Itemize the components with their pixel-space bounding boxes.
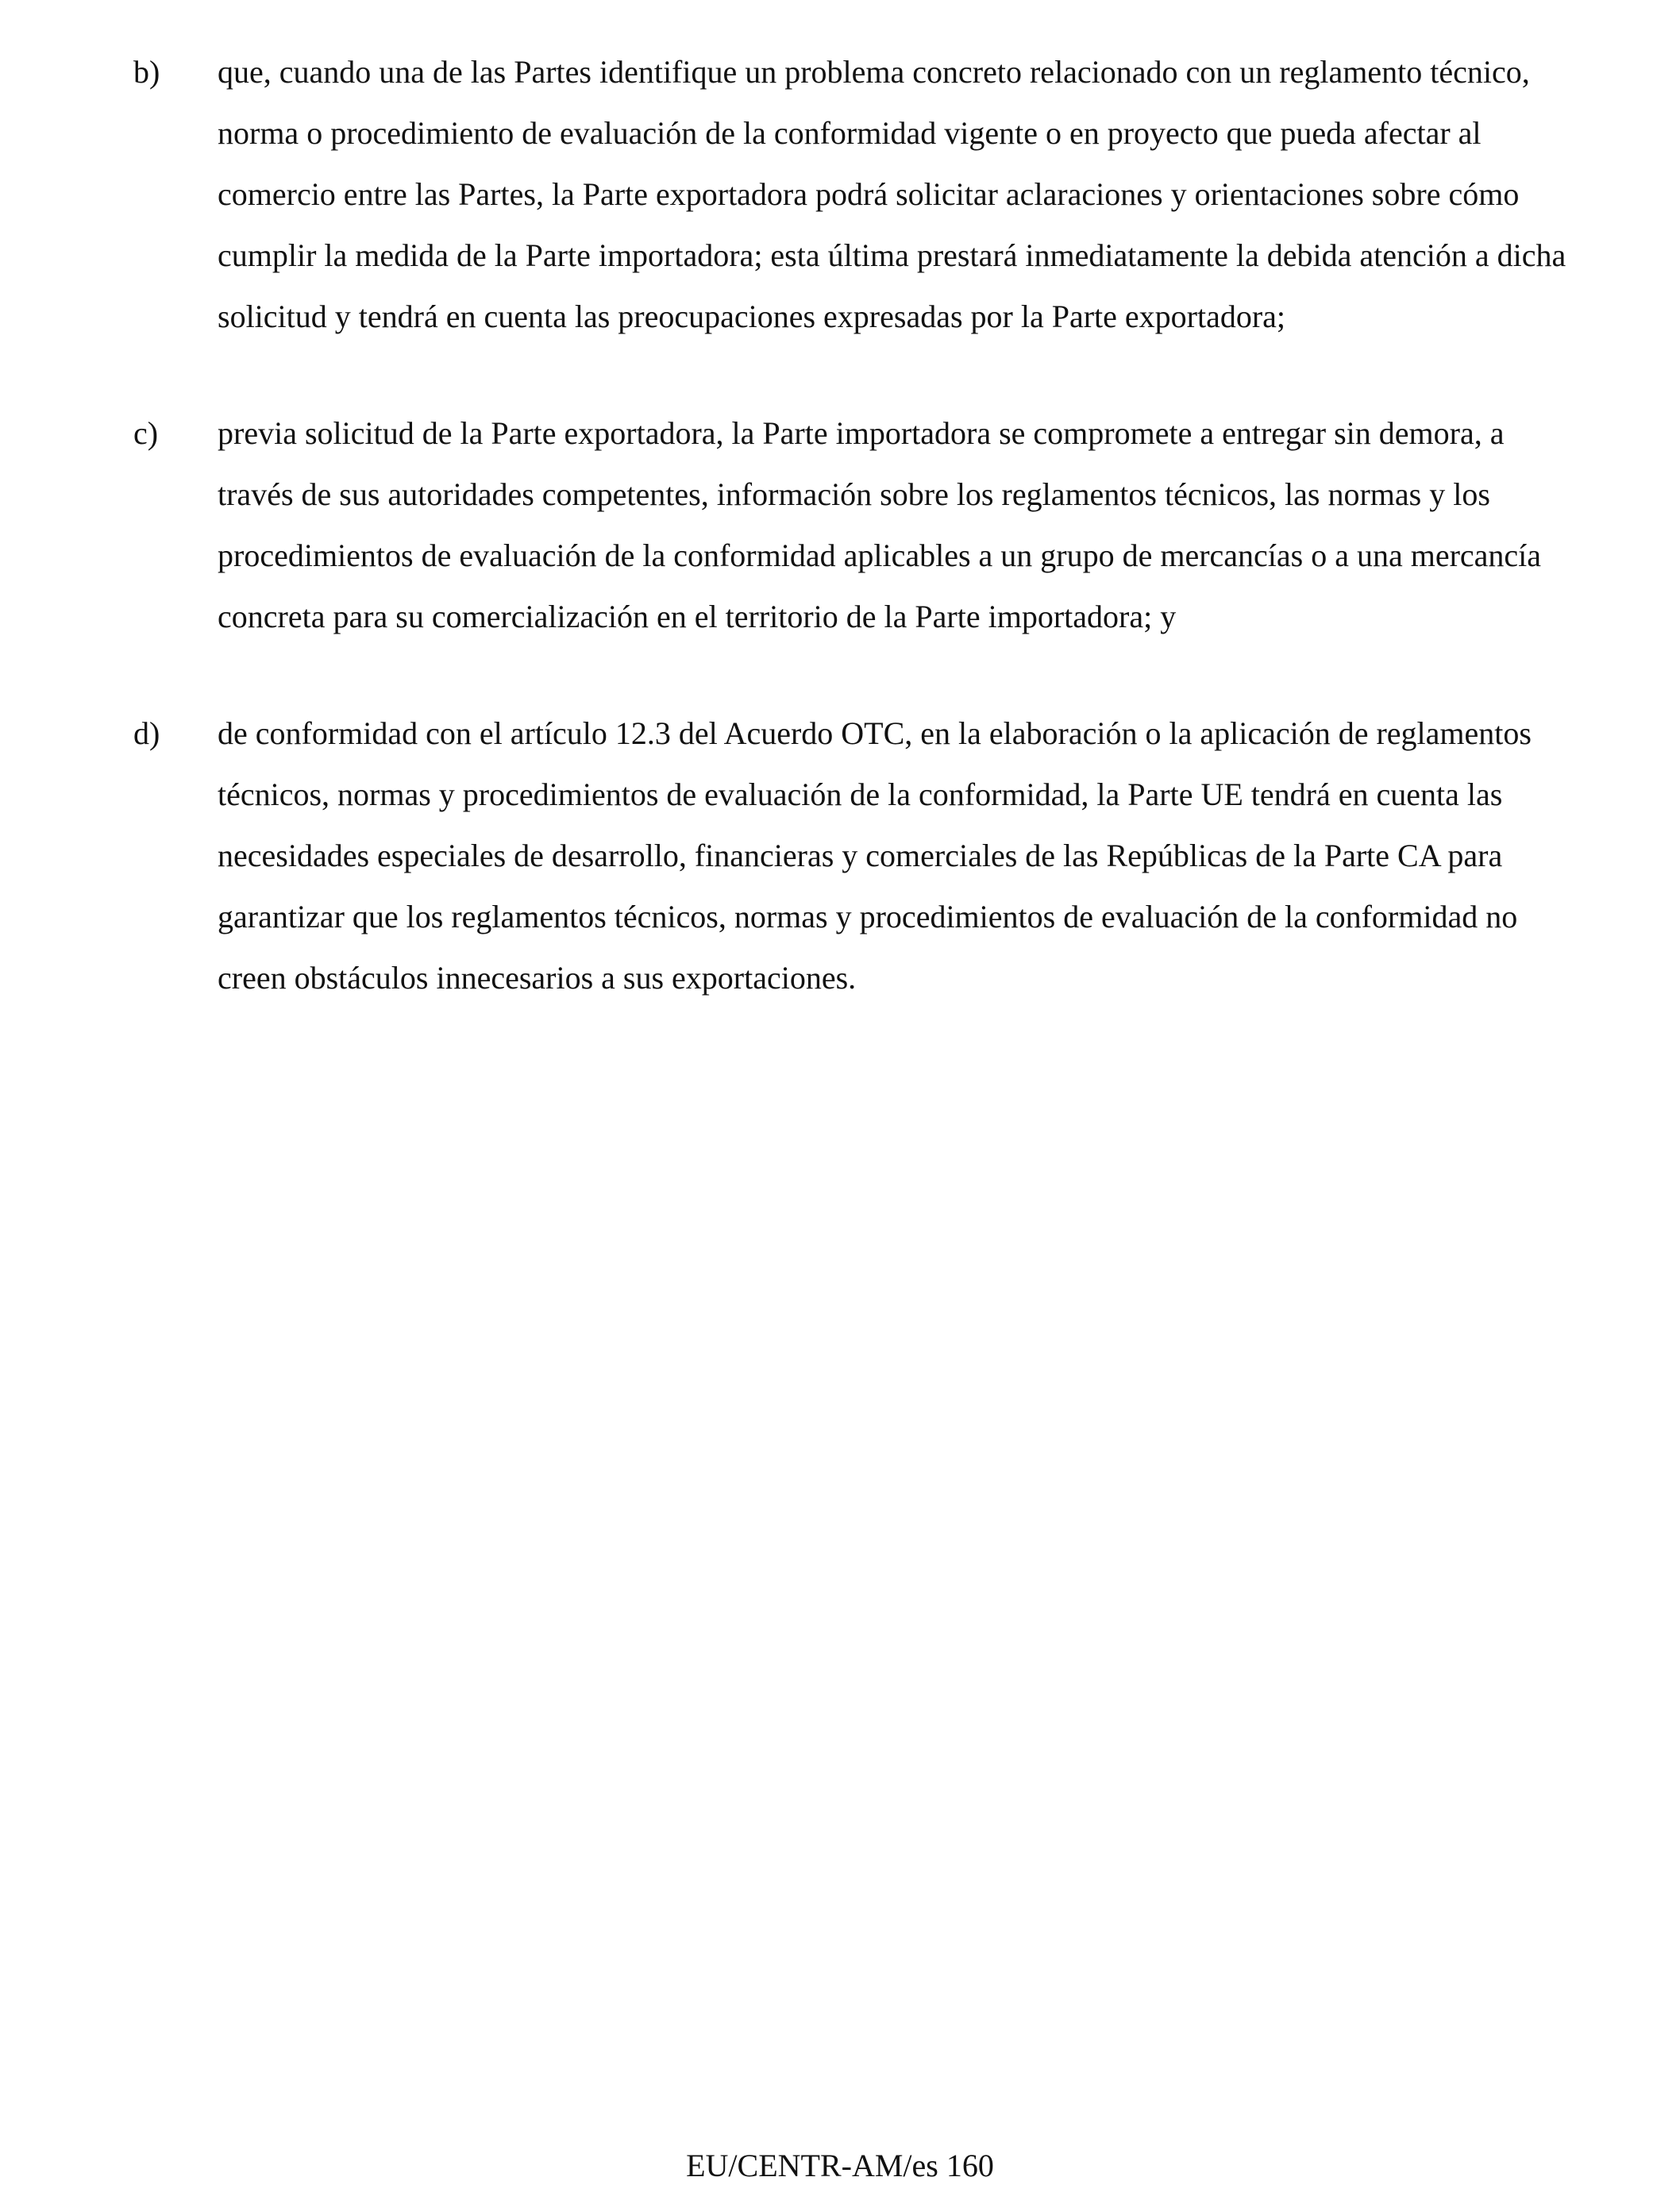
list-item-b (133, 41, 1578, 347)
item-label: c) (133, 415, 159, 451)
page-footer: EU/CENTR-AM/es 160 (686, 2148, 994, 2183)
list-item-c (133, 403, 1578, 647)
item-label: b) (133, 54, 160, 90)
item-text: previa solicitud de la Parte exportadora, la Parte importadora se compromete a entregar sin demora, a través de sus autoridades competentes, información sobre los reglamentos técnicos, las normas y los procedimientos de evaluación de la conformidad aplicables a un grupo de mercancías o a una mercancía concreta para su comercialización en el territorio de la Parte importadora; y (218, 415, 1542, 634)
item-list (133, 41, 1578, 1064)
item-label: d) (133, 715, 160, 751)
item-text: de conformidad con el artículo 12.3 del Acuerdo OTC, en la elaboración o la aplicación de reglamentos técnicos, normas y procedimientos de evaluación de la conformidad, la Parte UE tendrá en cuenta las necesidades especiales de desarrollo, financieras y comerciales de las Repúblicas de la Parte CA para garantizar que los reglamentos técnicos, normas y procedimientos de evaluación de la conformidad no creen obstáculos innecesarios a sus exportaciones. (218, 715, 1532, 996)
item-text: que, cuando una de las Partes identifique un problema concreto relacionado con un reglamento técnico, norma o procedimiento de evaluación de la conformidad vigente o en proyecto que pueda afectar al comercio entre las Partes, la Parte exportadora podrá solicitar aclaraciones y orientaciones sobre cómo cumplir la medida de la Parte importadora; esta última prestará inmediatamente la debida atención a dicha solicitud y tendrá en cuenta las preocupaciones expresadas por la Parte exportadora; (218, 54, 1566, 334)
list-item-d (133, 703, 1578, 1008)
